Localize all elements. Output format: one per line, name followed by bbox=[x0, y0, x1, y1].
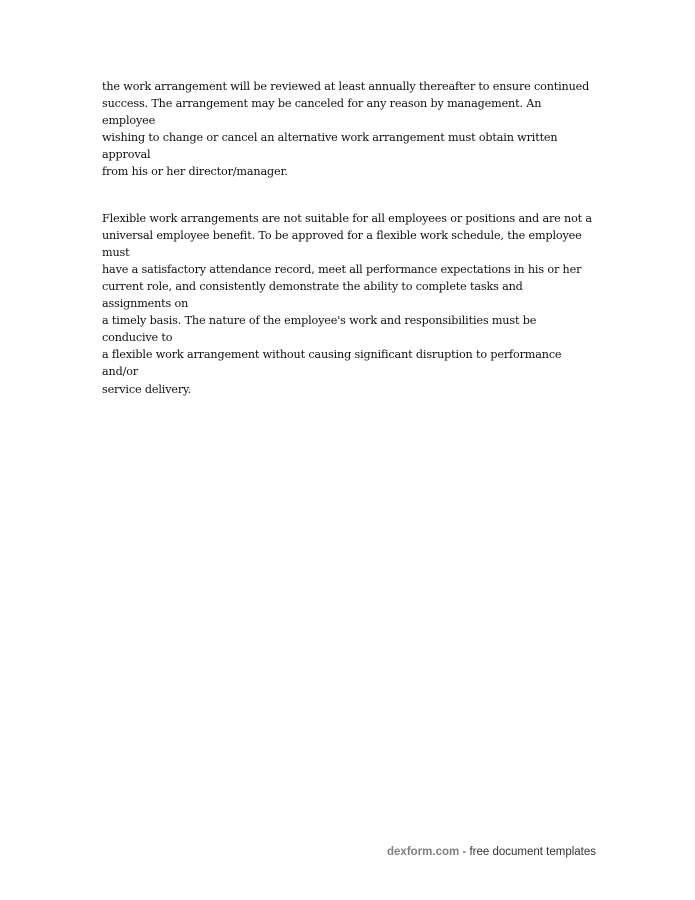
paragraph-flexible-work-eligibility: Flexible work arrangements are not suitable for all employees or positions and are not a universal employee benefit. To be approved for a flexible work schedule, the employee must have a satisfactory attendance record, meet all performance expectations in his or her current role, and consistently demonstrate the ability to complete tasks and assignments on a timely basis. The nature of the employee's work and responsibilities must be conducive to a flexible work arrangement without causing significant disruption to performance and/or service delivery. bbox=[102, 211, 592, 396]
page-footer bbox=[387, 846, 596, 858]
footer-separator: - bbox=[459, 846, 470, 858]
footer-tagline: free document templates bbox=[469, 846, 597, 858]
footer-brand-link[interactable]: dexform.com bbox=[387, 846, 460, 858]
paragraph-work-arrangement-review: the work arrangement will be reviewed at least annually thereafter to ensure continued success. The arrangement may be canceled for any reason by management. An employee wishing to change or cancel an alternative work arrangement must obtain written approval from his or her director/manager. bbox=[102, 80, 590, 179]
document-body bbox=[102, 78, 594, 398]
